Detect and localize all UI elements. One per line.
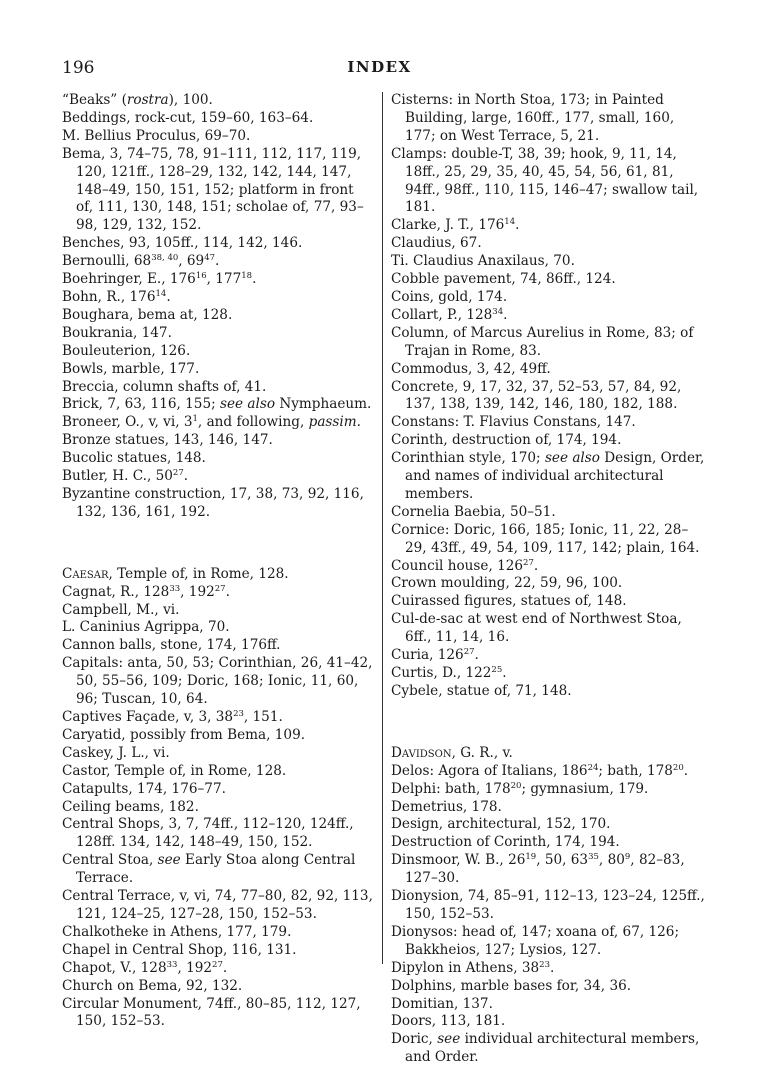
index-entry (62, 619, 374, 637)
index-entry (62, 942, 374, 960)
index-entry (391, 575, 707, 593)
entry-text: rostra (126, 92, 169, 108)
entry-text: Coins, gold, 174. (391, 288, 508, 305)
entry-text: Bohn, R., 176 (62, 288, 156, 305)
index-entry (391, 235, 707, 253)
entry-text: . (683, 762, 689, 779)
entry-text: Design, Order, and names of individual architectural members. (405, 450, 705, 502)
footnote-ref: 27 (172, 468, 184, 479)
entry-text: , 192 (177, 959, 213, 976)
index-entry (62, 414, 374, 432)
entry-text: Central Terrace, v, vi, 74, 77–80, 82, 92, 113, 121, 124–25, 127–28, 150, 152–53. (62, 888, 373, 922)
page-number: 196 (62, 58, 95, 78)
footnote-ref: 23 (539, 959, 550, 970)
entry-text: Cornice: Doric, 166, 185; Ionic, 11, 22, 28–29, 43ff., 49, 54, 109, 117, 142; plain, 164. (391, 521, 700, 556)
index-entry (62, 816, 374, 852)
index-entry (391, 325, 707, 361)
index-entry (62, 637, 374, 655)
entry-text: , 50, 63 (536, 852, 589, 869)
entry-text: Bronze statues, 143, 146, 147. (62, 432, 273, 449)
index-entry (62, 271, 374, 289)
entry-text: Ceiling beams, 182. (62, 798, 199, 815)
entry-text: Cul-de-sac at west end of Northwest Stoa, 6ff., 11, 14, 16. (391, 611, 682, 646)
index-entry (62, 396, 374, 414)
entry-text: Column, of Marcus Aurelius in Rome, 83; of Trajan in Rome, 83. (391, 324, 694, 359)
entry-text: Castor, Temple of, in Rome, 128. (62, 762, 287, 779)
index-entry (391, 522, 707, 558)
index-entry (391, 960, 707, 978)
index-entry (391, 683, 707, 701)
index-entry (391, 763, 707, 781)
index-entry (62, 468, 374, 486)
index-entry (391, 271, 707, 289)
index-entry (62, 128, 374, 146)
index-entry (391, 361, 707, 379)
index-entry (62, 92, 374, 110)
entry-text: , 151. (243, 709, 283, 725)
entry-text: Circular Monument, 74ff., 80–85, 112, 127, 150, 152–53. (62, 995, 361, 1030)
entry-text: Dolphins, marble bases for, 34, 36. (391, 977, 632, 994)
footnote-ref: 20 (510, 780, 522, 791)
index-entry (391, 834, 707, 852)
index-entry (62, 655, 374, 709)
entry-text: ; gymnasium, 179. (521, 780, 649, 797)
index-entry (62, 325, 374, 343)
entry-text: Boehringer, E., 176 (62, 271, 196, 288)
entry-text: . (183, 468, 189, 485)
entry-text: Brick, 7, 63, 116, 155; (62, 396, 220, 413)
footnote-ref: 20 (672, 762, 684, 773)
entry-text: Cornelia Baebia, 50–51. (391, 503, 556, 520)
index-entry (62, 799, 374, 817)
index-entry (62, 781, 374, 799)
entry-text: Capitals: anta, 50, 53; Corinthian, 26, 41–42, 50, 55–56, 109; Doric, 168; Ionic, 11, 60, 96; Tuscan, 10, 64. (62, 655, 373, 708)
entry-text: Bema, 3, 74–75, 78, 91–111, 112, 117, 119, 120, 121ff., 128–29, 132, 142, 144, 147, 148–49, 150, 151, 152; platform in front of, 111, 130, 148, 151; scholae of, 77, 93–98, 129, 132, 152. (62, 145, 364, 234)
index-entry (62, 450, 374, 468)
entry-text: Cobble pavement, 74, 86ff., 124. (391, 271, 616, 288)
entry-text: Early Stoa along Central Terrace. (76, 852, 356, 887)
entry-text: Bucolic statues, 148. (62, 450, 206, 467)
entry-text: Beddings, rock-cut, 159–60, 163–64. (62, 109, 314, 126)
index-entry (391, 1031, 707, 1067)
index-entry (391, 593, 707, 611)
footnote-ref: 33 (169, 583, 181, 594)
entry-text: ), 100. (168, 92, 213, 108)
index-entry (391, 781, 707, 799)
index-entry (391, 504, 707, 522)
entry-text: Catapults, 174, 176–77. (62, 780, 226, 797)
entry-text: Chalkotheke in Athens, 177, 179. (62, 923, 292, 940)
entry-text: Domitian, 137. (391, 995, 493, 1012)
index-entry (391, 414, 707, 432)
index-entry (391, 852, 707, 888)
footnote-ref: 25 (491, 665, 503, 675)
footnote-ref: 14 (504, 217, 516, 228)
entry-text: Davidson (391, 744, 452, 761)
index-entry (62, 146, 374, 236)
index-entry (391, 1013, 707, 1031)
index-entry (62, 602, 374, 620)
index-entry (62, 379, 374, 397)
entry-text: Campbell, M., vi. (62, 601, 180, 618)
index-entry (391, 217, 707, 235)
entry-text: Curia, 126 (391, 647, 464, 664)
entry-text: L. Caninius Agrippa, 70. (62, 619, 230, 636)
entry-text: . (503, 306, 508, 323)
entry-text: Cybele, statue of, 71, 148. (391, 682, 572, 699)
entry-text: Chapot, V., 128 (62, 959, 167, 976)
entry-text: Council house, 126 (391, 557, 524, 574)
index-entry (391, 745, 707, 763)
entry-text: Crown moulding, 22, 59, 96, 100. (391, 575, 623, 592)
entry-text: ; bath, 178 (598, 762, 673, 779)
entry-text: M. Bellius Proculus, 69–70. (62, 127, 251, 144)
entry-text: see also (220, 396, 275, 413)
entry-text: Bouleuterion, 126. (62, 342, 191, 359)
entry-text: Cagnat, R., 128 (62, 583, 170, 600)
index-entry (391, 888, 707, 924)
footnote-ref: 33 (166, 959, 178, 970)
index-entry (62, 727, 374, 745)
entry-text: Clarke, J. T., 176 (391, 217, 505, 234)
index-column-right (391, 92, 707, 1067)
index-entry (62, 235, 374, 253)
footnote-ref: 27 (463, 647, 475, 658)
entry-text: Commodus, 3, 42, 49ff. (391, 360, 551, 377)
entry-text: Dionysos: head of, 147; xoana of, 67, 126; Bakkheios, 127; Lysios, 127. (391, 923, 680, 958)
index-entry (62, 253, 374, 271)
index-entry (391, 146, 707, 218)
index-entry (62, 432, 374, 450)
index-entry (391, 307, 707, 325)
entry-text: Broneer, O., v, vi, 3 (62, 414, 193, 431)
entry-text: . (502, 665, 507, 681)
entry-text: Corinthian style, 170; (391, 450, 545, 467)
entry-text: Doors, 113, 181. (391, 1013, 506, 1030)
index-entry (62, 361, 374, 379)
entry-text: Claudius, 67. (391, 235, 482, 252)
entry-text: . (474, 647, 479, 664)
entry-text: Clamps: double-T, 38, 39; hook, 9, 11, 14, 18ff., 25, 29, 35, 40, 45, 54, 56, 61, 81, 94ff., 98ff., 110, 115, 146–47; swallow tail, 181. (391, 145, 699, 216)
entry-text: Nymphaeum. (275, 396, 372, 413)
index-entry (391, 558, 707, 576)
entry-text: see also (544, 450, 600, 467)
letter-section-gap (62, 522, 374, 566)
index-entry (62, 978, 374, 996)
index-entry (62, 110, 374, 128)
entry-text: Demetrius, 178. (391, 798, 502, 815)
index-entry (391, 996, 707, 1014)
entry-text: . (222, 959, 228, 976)
footnote-ref: 27 (523, 557, 534, 568)
entry-text: Dionysion, 74, 85–91, 112–13, 123–24, 125ff., 150, 152–53. (391, 888, 705, 922)
index-entry (391, 611, 707, 647)
entry-text: , 82–83, 127–30. (405, 852, 685, 887)
index-entry (62, 584, 374, 602)
footnote-ref: 38, 40 (151, 253, 179, 264)
entry-text: Destruction of Corinth, 174, 194. (391, 834, 620, 851)
entry-text: Butler, H. C., 50 (62, 468, 173, 485)
footnote-ref: 34 (492, 306, 504, 317)
entry-text: , G. R., v. (451, 744, 513, 761)
entry-text: see (437, 1031, 461, 1048)
entry-text: . (252, 271, 257, 288)
index-entry (62, 289, 374, 307)
entry-text: Concrete, 9, 17, 32, 37, 52–53, 57, 84, 92, 137, 138, 139, 142, 146, 180, 182, 188. (391, 378, 682, 413)
entry-text: Caesar (62, 565, 109, 582)
entry-text: . (550, 959, 555, 976)
index-entry (391, 379, 707, 415)
index-entry (62, 709, 374, 727)
entry-text: , and following, (197, 414, 309, 431)
entry-text: Design, architectural, 152, 170. (391, 816, 611, 833)
entry-text: Breccia, column shafts of, 41. (62, 378, 267, 395)
index-entry (62, 763, 374, 781)
running-head: INDEX (347, 58, 412, 76)
footnote-ref: 23 (233, 709, 244, 719)
entry-text: . (533, 557, 539, 574)
index-entry (62, 566, 374, 584)
index-entry (62, 852, 374, 888)
entry-text: Bowls, marble, 177. (62, 360, 200, 377)
entry-text: Corinth, destruction of, 174, 194. (391, 432, 622, 449)
entry-text: Caryatid, possibly from Bema, 109. (62, 726, 306, 743)
footnote-ref: 1 (192, 414, 198, 425)
index-entry (62, 486, 374, 522)
entry-text: , 69 (178, 253, 205, 270)
index-entry (62, 924, 374, 942)
index-entry (391, 92, 707, 146)
index-entry (391, 450, 707, 504)
entry-text: Boughara, bema at, 128. (62, 306, 233, 323)
index-entry (391, 289, 707, 307)
footnote-ref: 47 (204, 253, 216, 264)
column-divider (382, 92, 383, 964)
entry-text: Ti. Claudius Anaxilaus, 70. (391, 253, 575, 270)
entry-text: , 80 (598, 852, 625, 869)
index-entry (62, 996, 374, 1032)
index-entry (391, 816, 707, 834)
entry-text: . (515, 217, 520, 234)
index-entry (391, 665, 707, 683)
entry-text: Dinsmoor, W. B., 26 (391, 852, 526, 869)
footnote-ref: 27 (214, 583, 226, 594)
index-entry (62, 307, 374, 325)
entry-text: Church on Bema, 92, 132. (62, 977, 243, 994)
footnote-ref: 19 (525, 852, 537, 863)
index-entry (62, 960, 374, 978)
index-column-left (62, 92, 374, 1031)
entry-text: individual architectural members, and Order. (405, 1031, 700, 1066)
entry-text: Cannon balls, stone, 174, 176ff. (62, 637, 281, 654)
footnote-ref: 27 (212, 959, 223, 970)
index-entry (62, 888, 374, 924)
entry-text: . (225, 583, 230, 600)
entry-text: , Temple of, in Rome, 128. (108, 565, 289, 582)
entry-text: Chapel in Central Shop, 116, 131. (62, 941, 297, 958)
footnote-ref: 14 (155, 288, 167, 299)
footnote-ref: 18 (241, 271, 253, 282)
footnote-ref: 16 (195, 271, 207, 282)
entry-text: Byzantine construction, 17, 38, 73, 92, 116, 132, 136, 161, 192. (62, 485, 364, 520)
index-entry (62, 745, 374, 763)
index-entry (391, 253, 707, 271)
index-entry (391, 647, 707, 665)
entry-text: , 192 (180, 583, 215, 600)
index-entry (391, 924, 707, 960)
entry-text: Delos: Agora of Italians, 186 (391, 762, 588, 779)
entry-text: Doric, (391, 1031, 438, 1048)
entry-text: Boukrania, 147. (62, 324, 172, 341)
entry-text: Captives Façade, v, 3, 38 (62, 709, 234, 725)
entry-text: , 177 (206, 271, 242, 288)
index-entry (391, 978, 707, 996)
entry-text: Collart, P., 128 (391, 306, 493, 323)
entry-text: Curtis, D., 122 (391, 665, 492, 681)
entry-text: Central Stoa, (62, 852, 158, 869)
entry-text: . (215, 253, 220, 270)
entry-text: Dipylon in Athens, 38 (391, 959, 540, 976)
footnote-ref: 24 (587, 762, 599, 773)
entry-text: see (157, 852, 181, 869)
index-entry (391, 799, 707, 817)
entry-text: Central Shops, 3, 7, 74ff., 112–120, 124ff., 128ff. 134, 142, 148–49, 150, 152. (62, 816, 354, 851)
footnote-ref: 9 (624, 852, 631, 863)
entry-text: Benches, 93, 105ff., 114, 142, 146. (62, 235, 303, 252)
letter-section-gap (391, 701, 707, 745)
entry-text: Cuirassed figures, statues of, 148. (391, 593, 627, 610)
entry-text: Cisterns: in North Stoa, 173; in Painted Building, large, 160ff., 177, small, 160, 177; on West Terrace, 5, 21. (391, 92, 675, 144)
entry-text: Delphi: bath, 178 (391, 780, 511, 797)
entry-text: Bernoulli, 68 (62, 253, 152, 270)
entry-text: passim. (308, 414, 361, 431)
entry-text: Constans: T. Flavius Constans, 147. (391, 414, 636, 431)
entry-text: “Beaks” ( (62, 92, 127, 108)
index-entry (391, 432, 707, 450)
entry-text: Caskey, J. L., vi. (62, 744, 170, 761)
index-entry (62, 343, 374, 361)
entry-text: . (166, 288, 171, 305)
footnote-ref: 35 (588, 852, 599, 863)
